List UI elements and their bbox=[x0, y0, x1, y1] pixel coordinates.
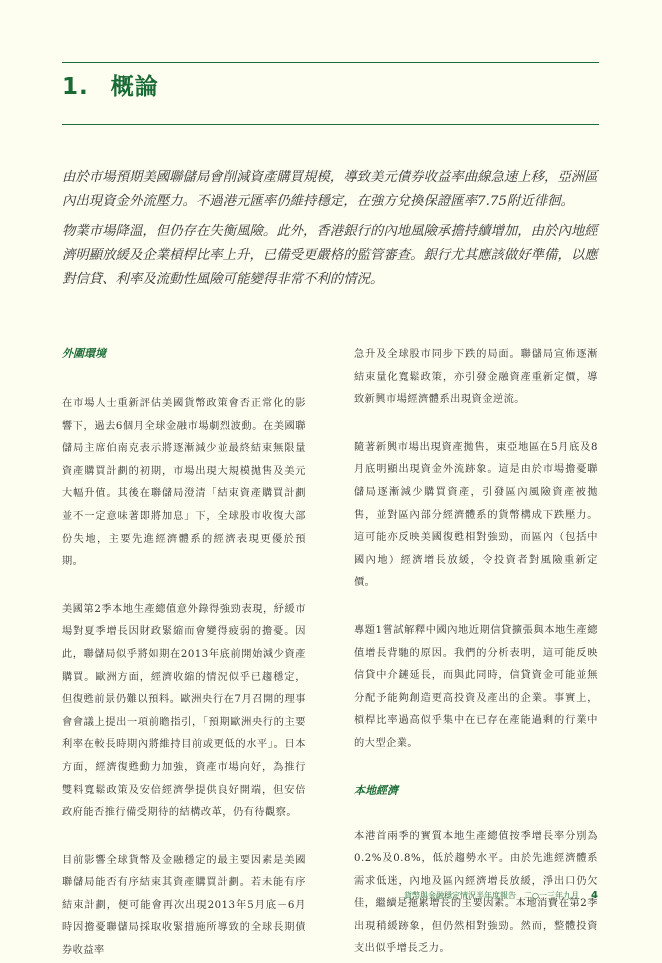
chapter-title bbox=[62, 68, 159, 101]
left-column bbox=[62, 344, 306, 963]
section-heading-external: 外圍環境 bbox=[62, 347, 106, 360]
chapter-name: 概論 bbox=[110, 74, 159, 100]
intro-paragraph: 物業市場降溫，但仍存在失衡風險。此外，香港銀行的內地風險承擔持續增加，由於內地經濟明顯放緩及企業槓桿比率上升，已備受更嚴格的監管審查。銀行尤其應該做好準備，以應對信貸、利率及流動性風險可能變得非常不利的情況。 bbox=[62, 224, 598, 288]
body-paragraph: 專題1嘗試解釋中國內地近期信貸擴張與本地生產總值增長背馳的原因。我們的分析表明，這可能反映信貸中介鏈延長，而與此同時，信貸資金可能並無分配予能夠創造更高投資及產出的企業。事實上，槓桿比率過高似乎集中在已存在產能過剩的行業中的大型企業。 bbox=[354, 624, 598, 749]
page-number: 4 bbox=[591, 890, 598, 901]
body-paragraph: 本港首兩季的實質本地生產總值按季增長率分別為0.2%及0.8%，低於趨勢水平。由於先進經濟體系需求低迷，內地及區內經濟增長放緩，淨出口仍欠佳，繼續是拖累增長的主要因素。本地消費在第2季出現稍緩跡象，但仍然相對強勁。然而，整體投資支出似乎增長乏力。 bbox=[354, 830, 598, 955]
page-footer bbox=[404, 890, 598, 901]
report-title: 貨幣與金融穩定情況半年度報告 二○一三年九月 bbox=[404, 891, 580, 900]
intro-paragraph: 由於市場預期美國聯儲局會削減資產購買規模，導致美元債券收益率曲線急速上移，亞洲區內出現資金外流壓力。不過港元匯率仍維持穩定，在強方兌換保證匯率7.75附近徘徊。 bbox=[62, 170, 598, 210]
chapter-number: 1. bbox=[62, 74, 89, 100]
right-column bbox=[354, 344, 598, 961]
top-rule bbox=[62, 62, 599, 63]
body-paragraph: 隨著新興市場出現資產拋售，東亞地區在5月底及8月底明顯出現資金外流跡象。這是由於市場擔憂聯儲局逐漸減少購買資產，引發區內風險資產被拋售，並對區內部分經濟體系的貨幣構成下跌壓力。這可能亦反映美國復甦相對強勁，而區內（包括中國內地）經濟增長放緩，令投資者對風險重新定價。 bbox=[354, 441, 598, 589]
body-paragraph: 在市場人士重新評估美國貨幣政策會否正常化的影響下，過去6個月全球金融市場劇烈波動。在美國聯儲局主席伯南克表示將逐漸減少並最終結束無限量資產購買計劃的初期，市場出現大規模拋售及美元大幅升值。其後在聯儲局澄清「結束資產購買計劃並不一定意味著即將加息」下，全球股市收復大部份失地，主要先進經濟體系的經濟表現更優於預期。 bbox=[62, 398, 306, 568]
section-heading-local: 本地經濟 bbox=[354, 783, 398, 797]
body-paragraph: 急升及全球股市同步下跌的局面。聯儲局宣佈逐漸結束量化寬鬆政策，亦引發金融資產重新定價，導致新興市場經濟體系出現資金逆流。 bbox=[354, 349, 598, 406]
bottom-rule bbox=[62, 124, 599, 125]
body-paragraph: 美國第2季本地生產總值意外錄得強勁表現，紓緩市場對夏季增長因財政緊縮而會變得疲弱的擔憂。因此，聯儲局似乎將如期在2013年底前開始減少資產購買。歐洲方面，經濟收縮的情況似乎已趨穩定，但復甦前景仍難以預料。歐洲央行在7月召開的理事會會議上提出一項前瞻指引，「預期歐洲央行的主要利率在較長時期內將維持目前或更低的水平」。日本方面，經濟復甦動力加強，資產市場向好，為推行雙料寬鬆政策及安倍經濟學提供良好開端，但安倍政府能否推行備受期待的結構改革，仍有待觀察。 bbox=[62, 603, 306, 819]
body-paragraph: 目前影響全球貨幣及金融穩定的最主要因素是美國聯儲局能否有序結束其資產購買計劃。若未能有序結束計劃，便可能會再次出現2013年5月底－6月時因擔憂聯儲局採取收緊措施所導致的全球長期債券收益率 bbox=[62, 854, 306, 957]
